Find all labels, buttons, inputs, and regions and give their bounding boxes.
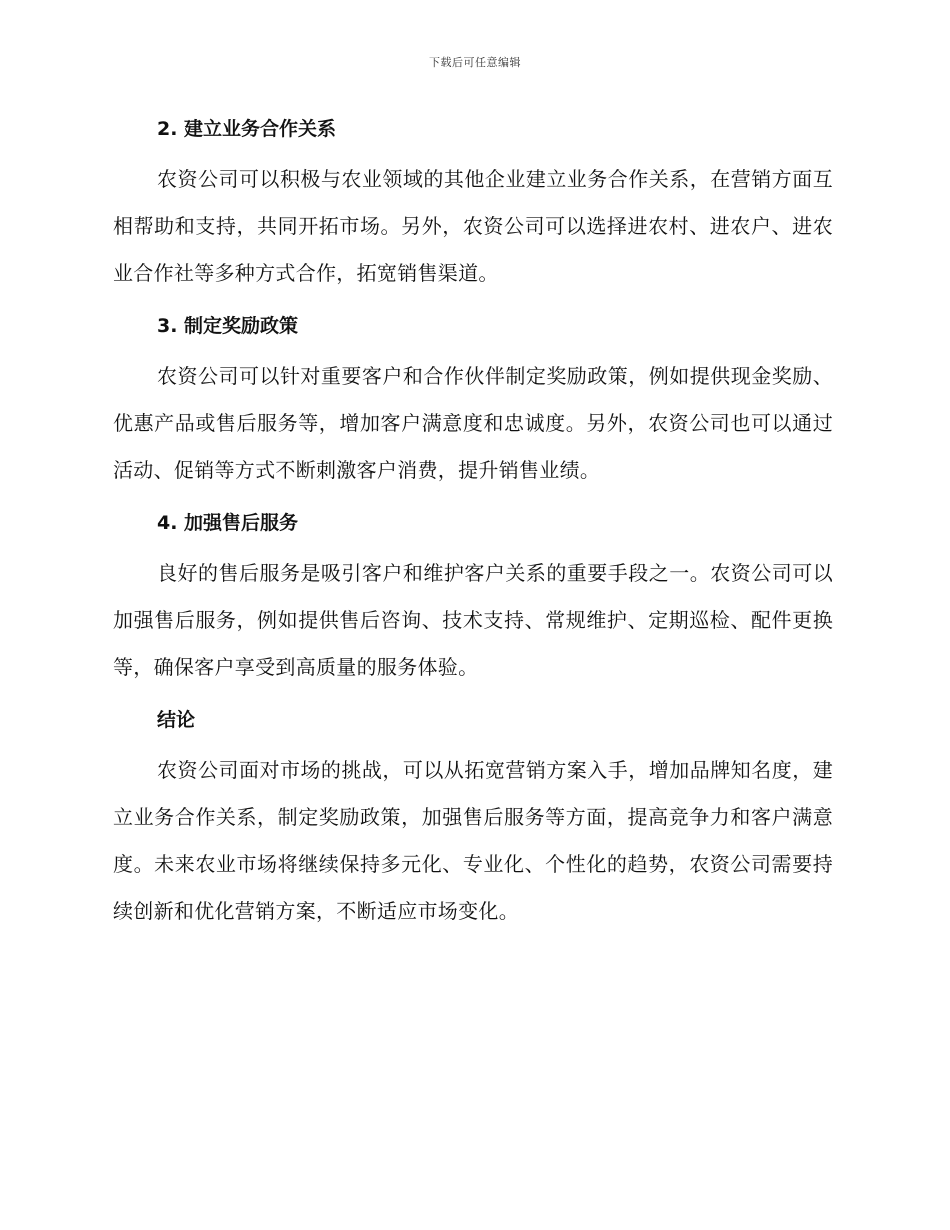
document-body <box>113 112 833 947</box>
section-conclusion <box>113 703 833 935</box>
section-paragraph: 农资公司面对市场的挑战，可以从拓宽营销方案入手，增加品牌知名度，建立业务合作关系，制定奖励政策，加强售后服务等方面，提高竞争力和客户满意度。未来农业市场将继续保持多元化、专业化、个性化的趋势，农资公司需要持续创新和优化营销方案，不断适应市场变化。 <box>113 758 833 923</box>
section-reward-policy <box>113 309 833 494</box>
section-heading: 结论 <box>157 709 196 731</box>
section-heading: 2. 建立业务合作关系 <box>157 118 337 140</box>
section-after-sales-service <box>113 506 833 691</box>
section-heading: 3. 制定奖励政策 <box>157 315 299 337</box>
section-business-cooperation <box>113 112 833 297</box>
section-paragraph: 农资公司可以积极与农业领域的其他企业建立业务合作关系，在营销方面互相帮助和支持，共同开拓市场。另外，农资公司可以选择进农村、进农户、进农业合作社等多种方式合作，拓宽销售渠道。 <box>113 167 833 285</box>
section-paragraph: 良好的售后服务是吸引客户和维护客户关系的重要手段之一。农资公司可以加强售后服务，例如提供售后咨询、技术支持、常规维护、定期巡检、配件更换等，确保客户享受到高质量的服务体验。 <box>113 561 833 679</box>
page-header: 下载后可任意编辑 <box>429 56 521 69</box>
section-heading: 4. 加强售后服务 <box>157 512 299 534</box>
section-paragraph: 农资公司可以针对重要客户和合作伙伴制定奖励政策，例如提供现金奖励、优惠产品或售后服务等，增加客户满意度和忠诚度。另外，农资公司也可以通过活动、促销等方式不断刺激客户消费，提升销售业绩。 <box>113 364 833 482</box>
